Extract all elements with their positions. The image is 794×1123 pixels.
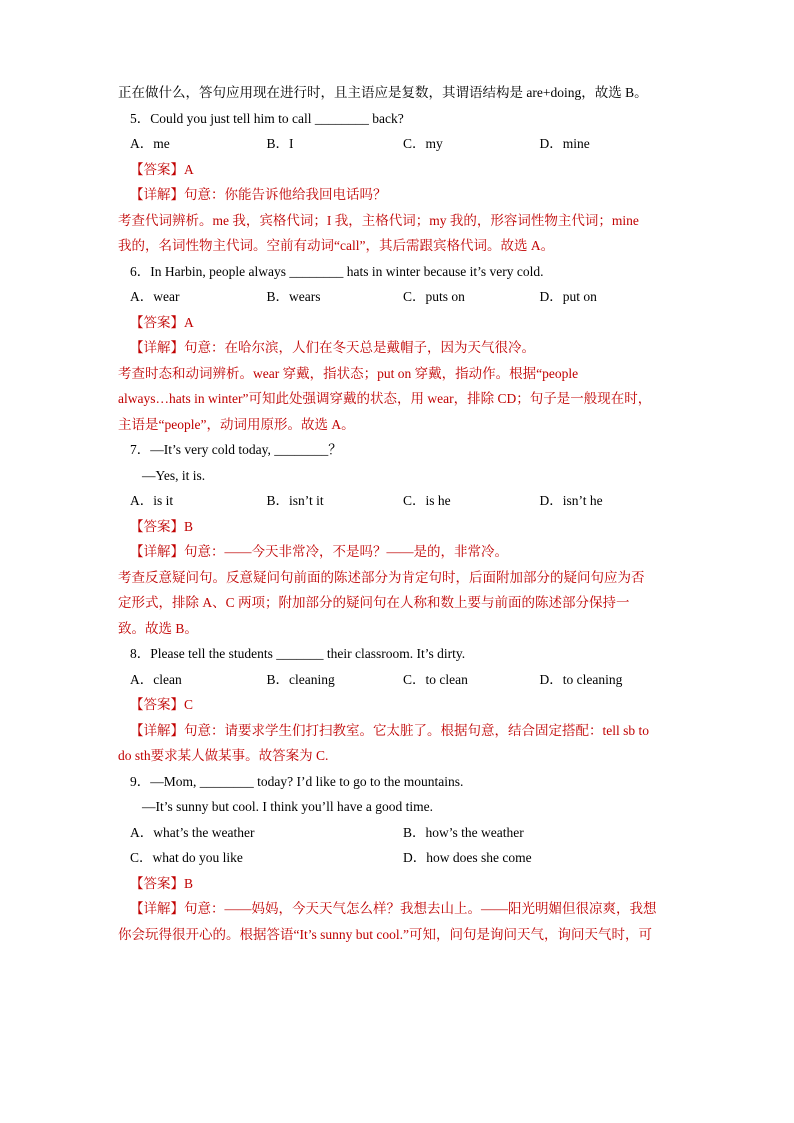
answer-line	[118, 514, 676, 540]
option-d[interactable]: D．to cleaning	[539, 671, 623, 687]
answer-line	[118, 692, 676, 718]
answer-value: B	[184, 875, 194, 891]
option-a[interactable]: A．wear	[130, 289, 180, 304]
option-d[interactable]: D．put on	[539, 289, 597, 304]
answer-value: C	[184, 697, 194, 712]
explanation-tag: 【详解】	[130, 722, 184, 738]
answer-tag: 【答案】	[130, 314, 184, 330]
explanation-line	[118, 718, 676, 744]
explanation-line: 定形式，排除 A、C 两项；附加部分的疑问句在人称和数上要与前面的陈述部分保持一	[118, 595, 630, 610]
answer-tag: 【答案】	[130, 161, 184, 177]
option-d[interactable]: D．how does she come	[403, 850, 532, 865]
option-row	[118, 488, 676, 514]
document-body	[118, 80, 676, 947]
explanation-line	[118, 896, 676, 922]
explanation-text: 句意：在哈尔滨，人们在冬天总是戴帽子，因为天气很冷。	[184, 340, 535, 355]
option-a[interactable]: A．what’s the weather	[130, 824, 255, 840]
answer-value: A	[184, 314, 194, 330]
option-d[interactable]: D．isn’t he	[539, 493, 603, 508]
explanation-tag: 【详解】	[130, 901, 184, 916]
answer-value: A	[184, 161, 194, 177]
explanation-line: 致。故选 B。	[118, 620, 198, 636]
explanation-text: 句意：你能告诉他给我回电话吗？	[184, 187, 387, 202]
explanation-text: 句意：请要求学生们打扫教室。它太脏了。根据句意，结合固定搭配：tell sb to	[184, 722, 649, 738]
explanation-line: 考查代词辨析。me 我，宾格代词；I 我，主格代词；my 我的，形容词性物主代词；mine	[118, 212, 639, 228]
option-a[interactable]: A．clean	[130, 671, 182, 687]
explanation-text: 句意：——妈妈，今天天气怎么样？我想去山上。——阳光明媚但很凉爽，我想	[184, 901, 657, 916]
question-stem: 5．Could you just tell him to call ________ back?	[130, 110, 404, 126]
option-b[interactable]: B．how’s the weather	[403, 824, 524, 840]
explanation-line: always…hats in winter”可知此处强调穿戴的状态，用 wear，排除 CD；句子是一般现在时，	[118, 391, 652, 406]
option-row	[118, 845, 676, 871]
option-c[interactable]: C．is he	[403, 493, 451, 508]
paragraph-continuation: 正在做什么，答句应用现在进行时，且主语应是复数，其谓语结构是 are+doing，故选 B。	[118, 85, 648, 100]
question-stem: 7．—It’s very cold today, ________？	[130, 442, 342, 457]
answer-tag: 【答案】	[130, 518, 184, 534]
question-dialogue-line: —Yes, it is.	[142, 467, 206, 483]
answer-tag: 【答案】	[130, 697, 184, 712]
answer-value: B	[184, 518, 194, 534]
option-row	[118, 284, 676, 310]
explanation-tag: 【详解】	[130, 187, 184, 202]
answer-line	[118, 871, 676, 897]
explanation-line	[118, 539, 676, 565]
explanation-line	[118, 182, 676, 208]
option-row	[118, 667, 676, 693]
option-c[interactable]: C．my	[403, 136, 443, 151]
answer-line	[118, 310, 676, 336]
explanation-text: 句意：——今天非常冷，不是吗？——是的，非常冷。	[184, 544, 508, 559]
explanation-tag: 【详解】	[130, 544, 184, 559]
explanation-line: 你会玩得很开心的。根据答语“It’s sunny but cool.”可知，问句是询问天气，询问天气时，可	[118, 926, 652, 942]
explanation-line	[118, 335, 676, 361]
explanation-tag: 【详解】	[130, 340, 184, 355]
answer-tag: 【答案】	[130, 875, 184, 891]
explanation-line: 主语是“people”，动词用原形。故选 A。	[118, 416, 355, 432]
option-b[interactable]: B．wears	[266, 289, 321, 304]
option-c[interactable]: C．puts on	[403, 289, 465, 304]
option-a[interactable]: A．is it	[130, 493, 174, 508]
option-a[interactable]: A．me	[130, 136, 170, 151]
question-stem: 8．Please tell the students _______ their classroom. It’s dirty.	[130, 646, 466, 661]
option-c[interactable]: C．what do you like	[130, 850, 243, 865]
question-dialogue-line: —It’s sunny but cool. I think you’ll have a good time.	[142, 799, 433, 814]
option-b[interactable]: B．isn’t it	[266, 493, 324, 508]
option-b[interactable]: B．I	[266, 136, 294, 151]
question-stem: 6．In Harbin, people always ________ hats in winter because it’s very cold.	[130, 263, 544, 279]
explanation-line: 考查时态和动词辨析。wear 穿戴，指状态；put on 穿戴，指动作。根据“people	[118, 365, 579, 381]
option-row	[118, 820, 676, 846]
option-b[interactable]: B．cleaning	[266, 671, 335, 687]
question-stem: 9．—Mom, ________ today? I’d like to go to the mountains.	[130, 773, 464, 789]
explanation-line: 我的，名词性物主代词。空前有动词“call”，其后需跟宾格代词。故选 A。	[118, 238, 555, 253]
option-d[interactable]: D．mine	[539, 136, 590, 151]
option-c[interactable]: C．to clean	[403, 671, 468, 687]
option-row	[118, 131, 676, 157]
answer-line	[118, 157, 676, 183]
explanation-line: 考查反意疑问句。反意疑问句前面的陈述部分为肯定句时，后面附加部分的疑问句应为否	[118, 569, 645, 585]
explanation-line: do sth要求某人做某事。故答案为 C.	[118, 748, 329, 763]
